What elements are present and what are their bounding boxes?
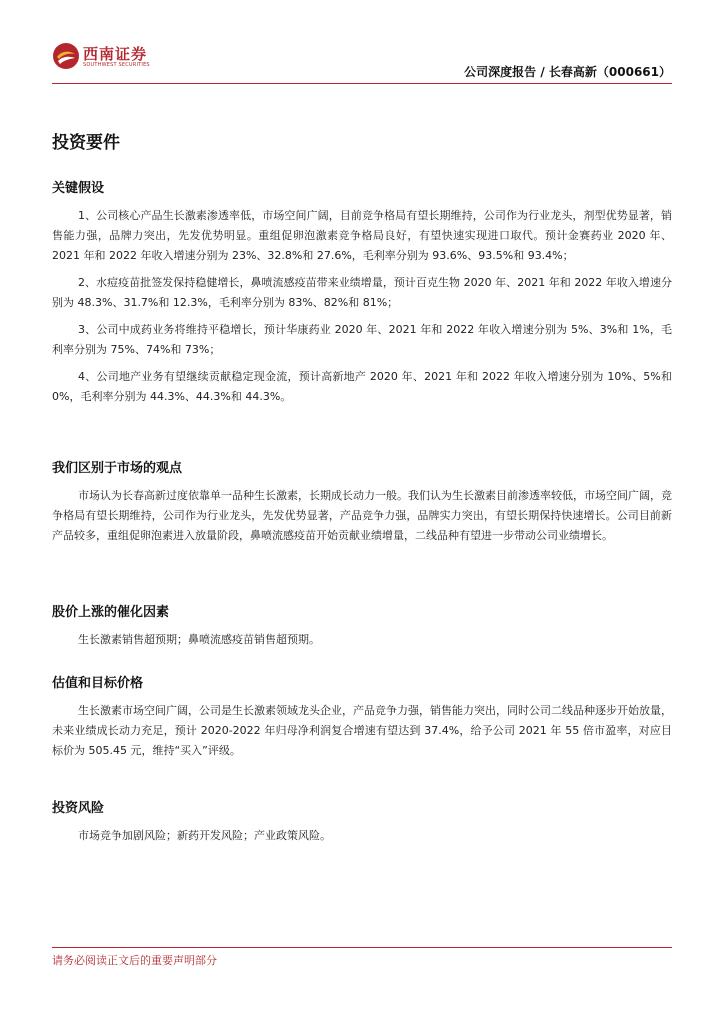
section-catalysts — [52, 601, 672, 650]
section-title: 估值和目标价格 — [52, 676, 144, 691]
footer-divider — [52, 947, 672, 948]
logo-text-en: SOUTHWEST SECURITIES — [83, 62, 150, 68]
company-logo — [52, 42, 162, 72]
section-different-view — [52, 457, 672, 546]
section-key-assumptions — [52, 177, 672, 407]
logo-mark-icon — [52, 42, 80, 70]
paragraph: 市场竞争加剧风险；新药开发风险；产业政策风险。 — [78, 829, 331, 842]
footer-disclaimer: 请务必阅读正文后的重要声明部分 — [52, 954, 217, 967]
paragraph: 3、公司中成药业务将维持平稳增长，预计华康药业 2020 年、2021 年和 2022 年收入增速分别为 5%、3%和 1%，毛利率分别为 75%、74%和 73%； — [52, 323, 672, 356]
section-title: 股价上涨的催化因素 — [52, 605, 170, 620]
logo-text-cn: 西南证券 — [83, 45, 148, 63]
paragraph: 4、公司地产业务有望继续贡献稳定现金流，预计高新地产 2020 年、2021 年和 2022 年收入增速分别为 10%、5%和 0%，毛利率分别为 44.3%、44.3%和 44.3%。 — [52, 370, 672, 403]
paragraph: 生长激素市场空间广阔，公司是生长激素领域龙头企业，产品竞争力强，销售能力突出，同时公司二线品种逐步开始放量，未来业绩成长动力充足，预计 2020-2022 年归母净利润复合增速有望达到 37.4%，给予公司 2021 年 55 倍市盈率，对应目标价为 505.45 元，维持“买入”评级。 — [52, 704, 672, 757]
page-title: 投资要件 — [52, 133, 120, 153]
paragraph: 市场认为长春高新过度依靠单一品种生长激素，长期成长动力一般。我们认为生长激素目前渗透率较低，市场空间广阔，竞争格局有望长期维持，公司作为行业龙头，先发优势显著，产品竞争力强，品牌实力突出，有望长期保持快速增长。公司目前新产品较多，重组促卵泡素进入放量阶段，鼻喷流感疫苗开始贡献业绩增量，二线品种有望进一步带动公司业绩增长。 — [52, 489, 672, 542]
section-title: 关键假设 — [52, 181, 105, 196]
paragraph: 生长激素销售超预期；鼻喷流感疫苗销售超预期。 — [78, 633, 320, 646]
paragraph: 1、公司核心产品生长激素渗透率低，市场空间广阔，目前竞争格局有望长期维持，公司作为行业龙头，剂型优势显著，销售能力强，品牌力突出，先发优势明显。重组促卵泡激素竞争格局良好，有望快速实现进口取代。预计金赛药业 2020 年、2021 年和 2022 年收入增速分别为 23%、32.8%和 27.6%，毛利率分别为 93.6%、93.5%和 93.4%； — [52, 209, 672, 262]
section-title: 我们区别于市场的观点 — [52, 461, 183, 476]
section-valuation — [52, 672, 672, 761]
header-divider — [52, 83, 672, 84]
section-title: 投资风险 — [52, 801, 105, 816]
section-risks — [52, 797, 672, 846]
report-label: 公司深度报告 / 长春高新（000661） — [464, 65, 671, 79]
paragraph: 2、水痘疫苗批签发保持稳健增长，鼻喷流感疫苗带来业绩增量，预计百克生物 2020 年、2021 年和 2022 年收入增速分别为 48.3%、31.7%和 12.3%，毛利率分别为 83%、82%和 81%； — [52, 276, 672, 309]
